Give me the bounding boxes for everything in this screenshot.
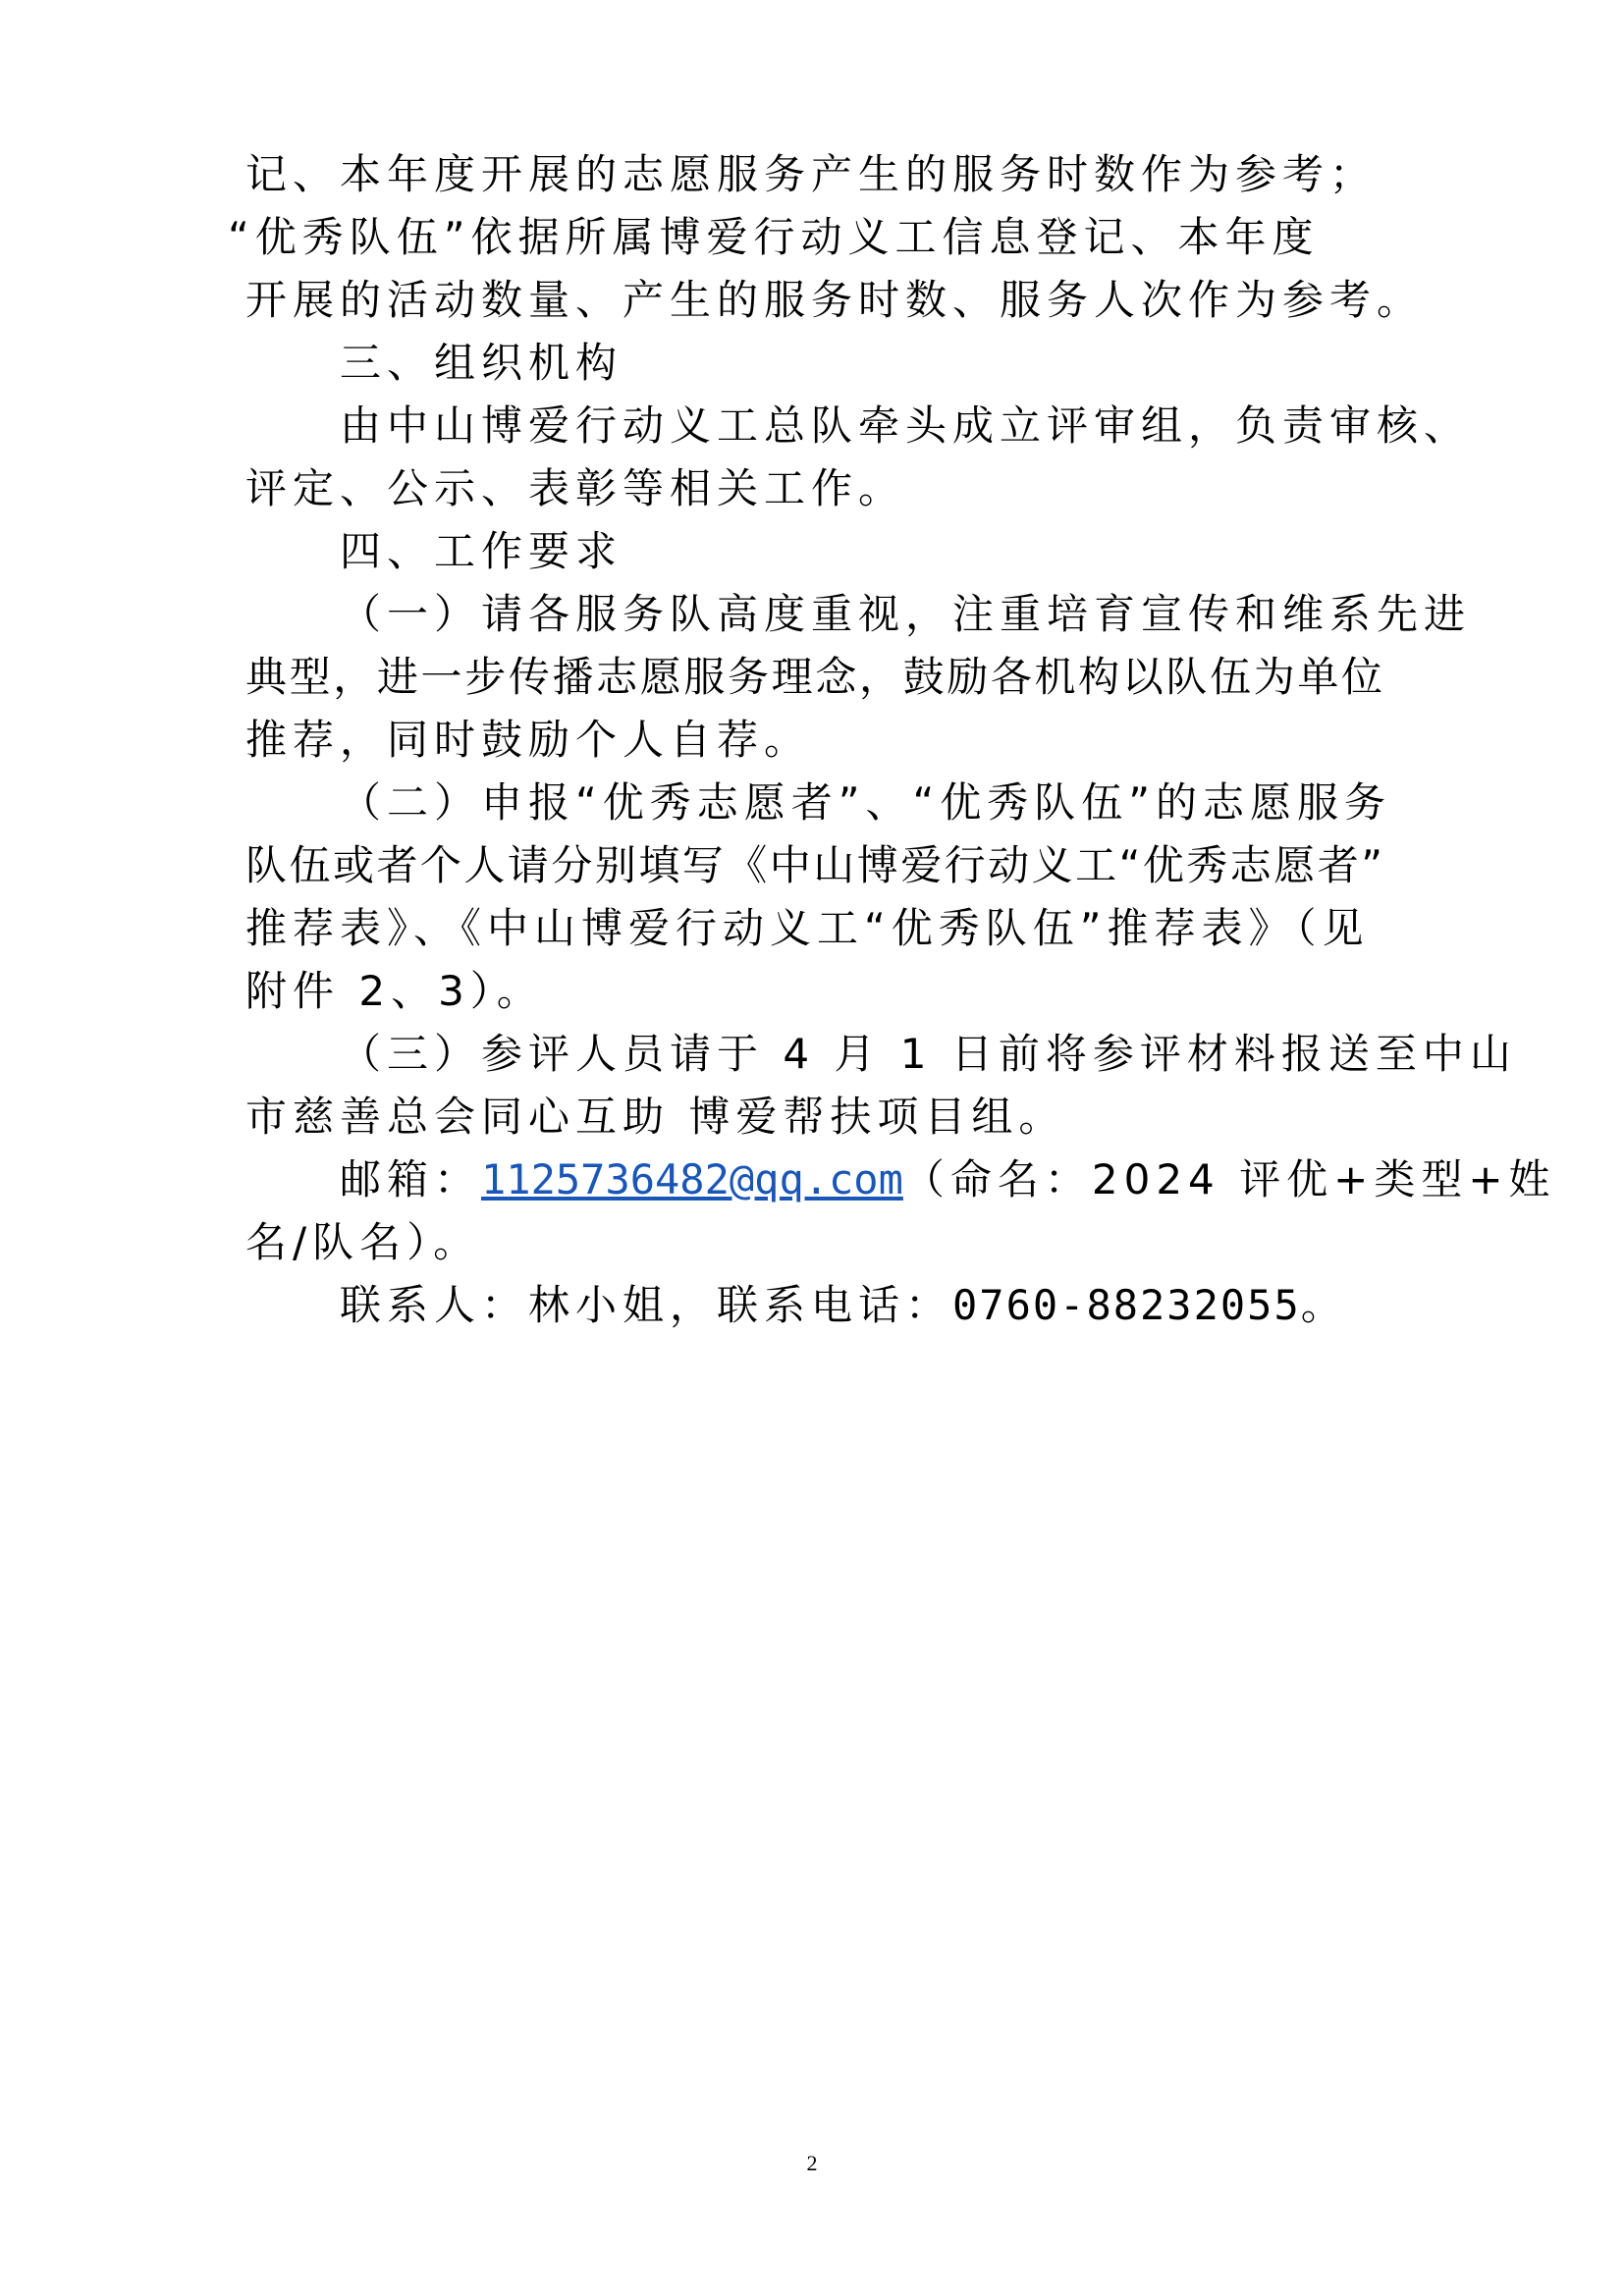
section-heading-3: 三、组织机构 (340, 339, 623, 387)
email-naming-note: （命名：2024 评优+类型+姓 (902, 1155, 1556, 1203)
page-number: 2 (806, 2151, 818, 2175)
paragraph-line-8: （一）请各服务队高度重视，注重培育宣传和维系先进 (340, 590, 1472, 638)
contact-suffix: 。 (1300, 1281, 1348, 1329)
paragraph-line-14: 附件 2、3）。 (245, 967, 544, 1015)
paragraph-line-9: 典型，进一步传播志愿服务理念，鼓励各机构以队伍为单位 (245, 653, 1382, 701)
paragraph-line-12: 队伍或者个人请分别填写《中山博爱行动义工“优秀志愿者” (245, 841, 1382, 889)
email-label: 邮箱： (340, 1155, 482, 1203)
paragraph-line-5: 由中山博爱行动义工总队牵头成立评审组，负责审核、 (340, 401, 1472, 450)
contact-phone: 0760-88232055 (952, 1281, 1301, 1329)
paragraph-line-2: “优秀队伍”依据所属博爱行动义工信息登记、本年度 (228, 213, 1320, 261)
email-link[interactable]: 1125736482@qq.com (481, 1155, 903, 1203)
paragraph-line-6: 评定、公示、表彰等相关工作。 (245, 464, 906, 512)
paragraph-line-3: 开展的活动数量、产生的服务时数、服务人次作为参考。 (245, 276, 1425, 324)
paragraph-line-15: （三）参评人员请于 4 月 1 日前将参评材料报送至中山 (340, 1030, 1517, 1078)
email-line (340, 1152, 1556, 1207)
contact-label: 联系人：林小姐，联系电话： (340, 1281, 953, 1329)
section-heading-4: 四、工作要求 (340, 527, 623, 575)
contact-line (340, 1278, 1348, 1333)
paragraph-line-13: 推荐表》、《中山博爱行动义工“优秀队伍”推荐表》（见 (245, 904, 1370, 952)
paragraph-line-10: 推荐，同时鼓励个人自荐。 (245, 716, 812, 764)
paragraph-line-11: （二）申报“优秀志愿者”、“优秀队伍”的志愿服务 (340, 778, 1392, 827)
paragraph-line-16: 市慈善总会同心互助 博爱帮扶项目组。 (245, 1093, 1066, 1141)
paragraph-line-1: 记、本年度开展的志愿服务产生的服务时数作为参考； (245, 150, 1378, 198)
email-naming-note-cont: 名/队名）。 (245, 1218, 481, 1266)
